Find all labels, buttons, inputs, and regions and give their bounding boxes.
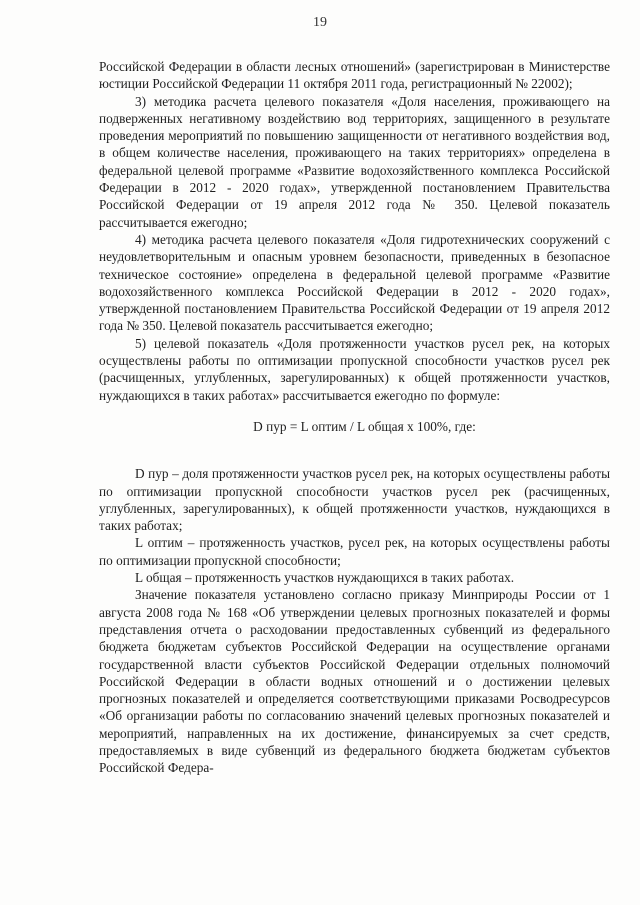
paragraph-item-3: 3) методика расчета целевого показателя «Доля населения, проживающего на подверженных негативному воздействию вод территориях, защищенного в результате проведения мероприятий по повышению защищенности от негативного воздействия вод, в общем количестве населения, проживающего на таких территориях» определена в федеральной целевой программе «Развитие водохозяйственного комплекса Российской Федерации в 2012 - 2020 годах», утвержденной постановлением Правительства Российской Федерации от 19 апреля 2012 года № 350. Целевой показатель рассчитывается ежегодно; [99, 93, 610, 230]
paragraph-item-5: 5) целевой показатель «Доля протяженности участков русел рек, на которых осуществлены работы по оптимизации пропускной способности участков русел рек (расчищенных, углубленных, зарегулированных) к общей протяженности участков, нуждающихся в таких работах» рассчитывается ежегодно по формуле: [99, 335, 610, 403]
paragraph-continuation: Российской Федерации в области лесных отношений» (зарегистрирован в Министерстве юстиции Российской Федерации 11 октября 2011 года, регистрационный № 22002); [99, 59, 610, 92]
formula: D пур = L оптим / L общая x 100%, где: [253, 418, 476, 434]
page-number: 19 [313, 15, 327, 30]
definition-d-pur: D пур – доля протяженности участков русел рек, на которых осуществлены работы по оптимизации пропускной способности участков русел рек (расчищенных, углубленных, зарегулированных), к общей протяженности участков, нуждающихся в таких работах; [99, 466, 610, 534]
paragraph-item-4: 4) методика расчета целевого показателя «Доля гидротехнических сооружений с неудовлетворительным и опасным уровнем безопасности, приведенных в безопасное техническое состояние» определена в федеральной целевой программе «Развитие водохозяйственного комплекса Российской Федерации в 2012 - 2020 годах», утвержденной постановлением Правительства Российской Федерации от 19 апреля 2012 года № 350. Целевой показатель рассчитывается ежегодно; [99, 231, 610, 334]
paragraph-indicator-value: Значение показателя установлено согласно приказу Минприроды России от 1 августа 2008 года № 168 «Об утверждении целевых прогнозных показателей и формы представления отчета о расходовании предоставленных субвенций из федерального бюджета бюджетам субъектов Российской Федерации на осуществление органами государственной власти субъектов Российской Федерации отдельных полномочий Российской Федерации в области водных отношений и о достижении целевых прогнозных показателей и определяется соответствующими приказами Росводресурсов «Об организации работы по согласованию значений целевых прогнозных показателей и мероприятий, направленных на их достижение, финансируемых за счет средств, предоставляемых в виде субвенций из федерального бюджета бюджетам субъектов Российской Федера- [99, 587, 610, 776]
document-body [99, 58, 610, 777]
definition-l-optim: L оптим – протяженность участков, русел рек, на которых осуществлены работы по оптимизации пропускной способности; [99, 535, 610, 568]
definition-l-total: L общая – протяженность участков нуждающихся в таких работах. [135, 570, 515, 586]
